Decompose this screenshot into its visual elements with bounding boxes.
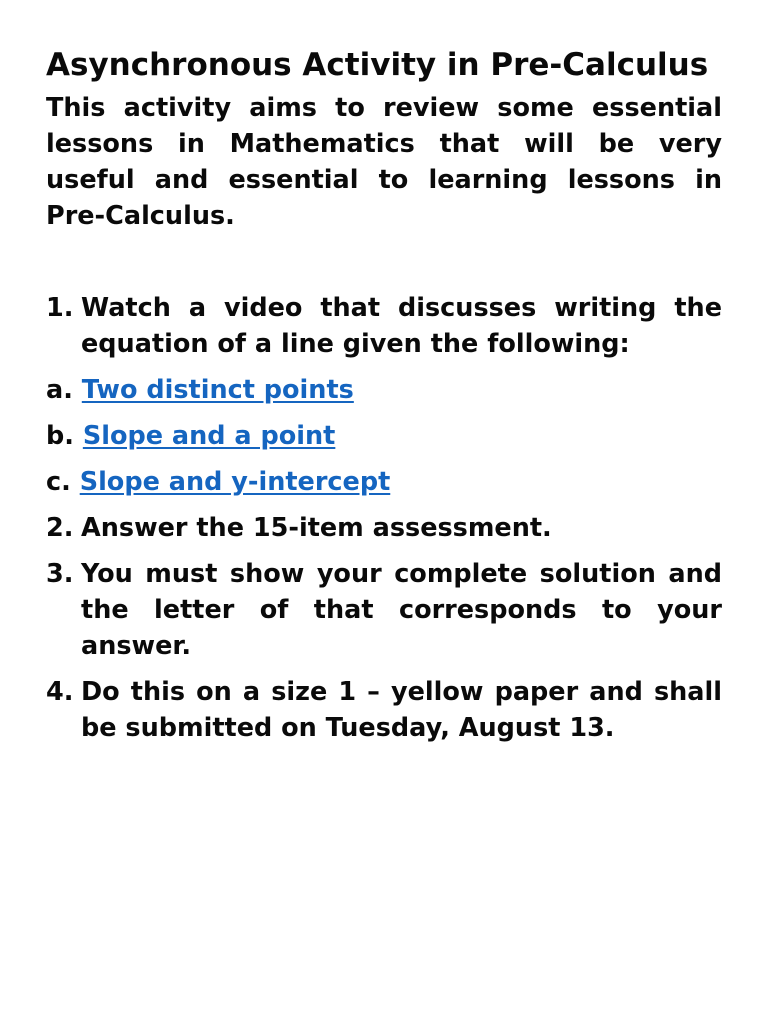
step-3-number: 3. bbox=[46, 559, 74, 589]
step-4-number: 4. bbox=[46, 677, 74, 707]
video-link-slope-and-a-point[interactable]: Slope and a point bbox=[82, 421, 336, 451]
step-1 bbox=[46, 290, 722, 362]
step-3 bbox=[46, 556, 722, 664]
video-link-slope-and-y-intercept[interactable]: Slope and y-intercept bbox=[79, 467, 391, 497]
step-3-text: You must show your complete solution and the letter of that corresponds to your answer. bbox=[81, 559, 722, 661]
video-link-item-b bbox=[46, 418, 722, 454]
video-link-item-c bbox=[46, 464, 722, 500]
intro-paragraph: This activity aims to review some essential lessons in Mathematics that will be very useful and essential to learning lessons in Pre-Calculus. bbox=[46, 93, 722, 231]
step-4-text: Do this on a size 1 – yellow paper and shall be submitted on Tuesday, August 13. bbox=[81, 677, 722, 743]
step-2-text: Answer the 15-item assessment. bbox=[81, 513, 552, 543]
video-link-a-marker: a. bbox=[46, 375, 73, 405]
step-1-number: 1. bbox=[46, 293, 74, 323]
step-2 bbox=[46, 510, 722, 546]
step-4 bbox=[46, 674, 722, 746]
step-1-text: Watch a video that discusses writing the equation of a line given the following: bbox=[81, 293, 722, 359]
document-title: Asynchronous Activity in Pre-Calculus bbox=[46, 47, 709, 83]
video-link-b-marker: b. bbox=[46, 421, 74, 451]
step-2-number: 2. bbox=[46, 513, 74, 543]
video-link-two-distinct-points[interactable]: Two distinct points bbox=[81, 375, 354, 405]
video-link-item-a bbox=[46, 372, 722, 408]
instructions-list bbox=[46, 290, 722, 746]
video-link-c-marker: c. bbox=[46, 467, 71, 497]
